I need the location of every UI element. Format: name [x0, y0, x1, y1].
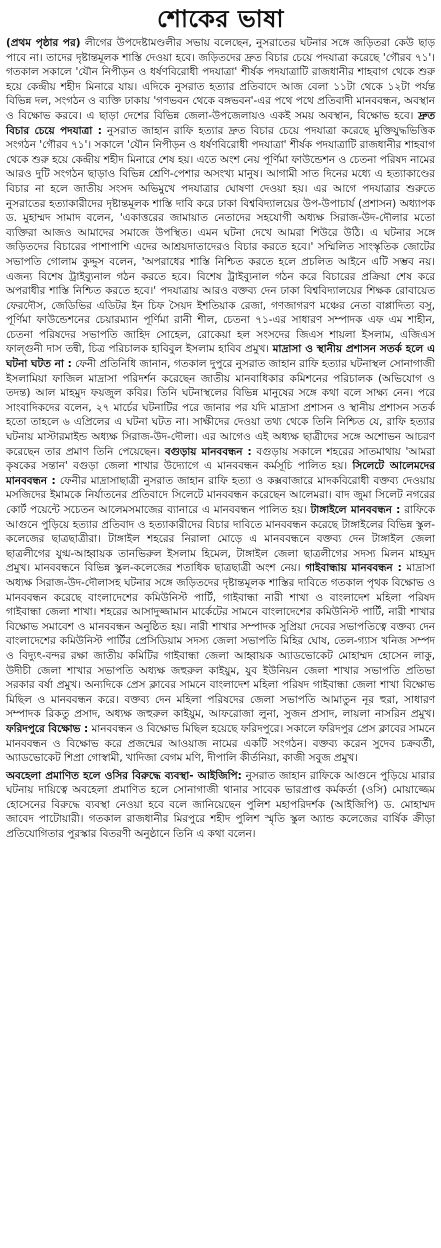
continuation-lead: (প্রথম পৃষ্ঠার পর)	[6, 37, 81, 49]
headline: শোকের ভাষা	[157, 4, 284, 33]
body-text: লীগের উপদেষ্টামণ্ডলীর সভায় বলেছেন, নুসরাতের ঘটনার সঙ্গে জড়িতরা কেউ ছাড় পাবে না। তাদের দৃষ্টান্তমূলক শাস্তি দেওয়া হবে। জড়িতদের দ্রুত বিচার চেয়ে পদযাত্রা করেছে 'গৌরব ৭১'। গতকাল সকালে 'যৌন নিপীড়ন ও ধর্ষণবিরোধী পদযাত্রা' শীর্ষক পদযাত্রাটি রাজধানীর শাহবাগ থেকে শুরু হয়ে কেন্দ্রীয় শহীদ মিনারে যায়। এদিকে নুসরাত হত্যার প্রতিবাদে আজ বেলা ১১টা থেকে ১২টা পর্যন্ত বিভিন্ন দল, সংগঠন ও ব্যক্তি ঢাকায় 'গণভবন থেকে বঙ্গভবন'-এর পথে পথে প্রতিবাদী মানববন্ধন, অবস্থান ও বিক্ষোভ করবে। এ ছাড়া দেশের বিভিন্ন জেলা-উপজেলায়ও একই সময় অবস্থান, বিক্ষোভ হবে।	[6, 37, 435, 122]
body-text: বগুড়ায় সকালে শহরের সাতমাথায় 'আমরা কৃষকের সন্তান' বগুড়া জেলা শাখার উদ্যোগে এ মানববন্ধন কর্মসূচি পালিত হয়।	[6, 445, 435, 473]
subhead-igp: অবহেলা প্রমাণিত হলে ওসির বিরুদ্ধে ব্যবস্থা- আইজিপি:	[6, 769, 242, 782]
subhead-faridpur: ফরিদপুরে বিক্ষোভ :	[6, 722, 89, 735]
subhead-madrasa-administration: মাদ্রাসা ও স্থানীয় প্রশাসন সতর্ক হলে এ ঘটনা ঘটত না :	[6, 343, 435, 371]
subhead-tangail: টাঙ্গাইলে মানববন্ধন :	[310, 504, 401, 516]
paragraph-main	[6, 36, 435, 766]
body-text: মাদ্রাসা অধ্যক্ষ সিরাজ-উদ-দৌলাসহ ঘটনার সঙ্গে জড়িতদের দৃষ্টান্তমূলক শাস্তির দাবিতে গতকাল পৃথক বিক্ষোভ ও মানববন্ধন করেছে বাংলাদেশের কমিউনিস্ট পার্টি, গাইবান্ধা নারী শাখা ও বাংলাদেশ মহিলা পরিষদ গাইবান্ধা জেলা শাখা। শহরের আসাদুজ্জামান মার্কেটের সামনে বাংলাদেশের কমিউনিস্ট পার্টি, নারী শাখার বিক্ষোভ সমাবেশ ও মানববন্ধন অনুষ্ঠিত হয়। নারী শাখার সম্পাদক সুপ্রিয়া দেবের সভাপতিত্বে বক্তব্য দেন বাংলাদেশের কমিউনিস্ট পার্টির প্রেসিডিয়াম সদস্য জেলা সভাপতি মিহির ঘোষ, তেল-গ্যাস খনিজ সম্পদ ও বিদ্যুৎ-বন্দর রক্ষা জাতীয় কমিটির গাইবান্ধা জেলা আহ্বায়ক অ্যাডভোকেট মোহাম্মদ হোসেন লাকু, উদীচী জেলা শাখার সভাপতি অধ্যক্ষ জহুরুল কাইয়ুম, যুব ইউনিয়ন জেলা শাখার সভাপতি প্রতিভা সরকার বর্ষা প্রমুখ। অন্যদিকে প্রেস ক্লাবের সামনে বাংলাদেশ মহিলা পরিষদ গাইবান্ধা জেলা শাখা বিক্ষোভ মিছিল ও মানববন্ধন করে। বক্তব্য দেন মহিলা পরিষদের জেলা সভাপতি আমাতুন নূর হুরা, সাধারণ সম্পাদক রিকতু প্রসাদ, অধ্যক্ষ জহুরুল কাইয়ুম, আফরোজা লুনা, সুজন প্রসাদ, লায়লা নাসরিন প্রমুখ।	[6, 562, 435, 721]
body-text: রাফিকে আগুনে পুড়িয়ে হত্যার প্রতিবাদ ও হত্যাকারীদের বিচার দাবিতে মানববন্ধন করেছে টাঙ্গাইলের বিভিন্ন স্কুল-কলেজের ছাত্রছাত্রীরা। টাঙ্গাইল শহরের নিরালা মোড়ে এ মানববন্ধনে বক্তব্য দেন টাঙ্গাইল জেলা ছাত্রলীগের যুগ্ম-আহ্বায়ক তানভিরুল ইসলাম হিমেল, টাঙ্গাইল জেলা ছাত্রলীগের সদস্য মিলন মাহমুদ প্রমুখ। মানববন্ধনে বিভিন্ন স্কুল-কলেজের শতাধিক ছাত্রছাত্রী অংশ নেয়।	[6, 504, 436, 575]
body-text: ফেনী প্রতিনিধি জানান, গতকাল দুপুরে নুসরাত জাহান রাফি হত্যার ঘটনাস্থল সোনাগাজী ইসলামিয়া ফাজিল মাদ্রাসা পরিদর্শন করেছেন জাতীয় মানবাধিকার কমিশনের পরিচালক (অভিযোগ ও তদন্ত) আল মাহমুদ ফয়জুল কবির। তিনি ঘটনাস্থলের বিভিন্ন মানুষের সঙ্গে কথা বলে সাক্ষ্য নেন। পরে সাংবাদিকদের বলেন, ২৭ মার্চের ঘটনাটির পরে জানার পর যদি মাদ্রাসা প্রশাসন ও স্থানীয় প্রশাসন সতর্ক হতো তাহলে ৬ এপ্রিলের এ ঘটনা ঘটত না। সাক্ষীদের দেওয়া তথ্য থেকে তিনি নিশ্চিত যে, রাফি হত্যার ঘটনায় মাস্টারমাইন্ড অধ্যক্ষ সিরাজ-উদ-দৌলা। এর আগেও এই অধ্যক্ষ ছাত্রীদের সঙ্গে অশোভন আচরণ করেছেন তার প্রমাণ তিনি পেয়েছেন।	[6, 358, 435, 458]
body-text: নুসরাত জাহান রাফিকে আগুনে পুড়িয়ে মারার ঘটনায় দায়িত্বে অবহেলা প্রমাণিত হলে সোনাগাজী থানার সাবেক ভারপ্রাপ্ত কর্মকর্তা (ওসি) মোয়াজ্জেম হোসেনের বিরুদ্ধে ব্যবস্থা নেওয়া হবে বলে জানিয়েছেন পুলিশ মহাপরিদর্শক (আইজিপি) ড. মোহাম্মদ জাবেদ পাটোয়ারী। গতকাল রাজধানীর মিরপুরে শহীদ পুলিশ স্মৃতি স্কুল অ্যান্ড কলেজের বার্ষিক ক্রীড়া প্রতিযোগিতার পুরস্কার বিতরণী অনুষ্ঠানে তিনি এ কথা বলেন।	[6, 769, 436, 841]
subhead-gaibandha: গাইবান্ধায় মানববন্ধন :	[305, 562, 402, 575]
article-body	[6, 36, 435, 842]
paragraph-igp	[6, 769, 435, 842]
subhead-padajatra: দ্রুত বিচার চেয়ে পদযাত্রা :	[6, 109, 435, 137]
body-text: নুসরাত জাহান রাফি হত্যার দ্রুত বিচার চেয়ে পদযাত্রা করেছে মুক্তিযুদ্ধভিত্তিক সংগঠন 'গৌরব ৭১'। সকালে 'যৌন নিপীড়ন ও ধর্ষণবিরোধী পদযাত্রা' শীর্ষক পদযাত্রাটি রাজধানীর শাহবাগ থেকে শুরু হয়ে কেন্দ্রীয় শহীদ মিনারে শেষ হয়। এতে অংশ নেয় পূর্ণিমা ফাউন্ডেশন ও চেতনা পরিষদ নামের আরও দুটি সংগঠন ছাড়াও বিভিন্ন শ্রেণি-পেশার অসংখ্য মানুষ। আগামী সাত দিনের মধ্যে এ হত্যাকাণ্ডের বিচার না হলে জাতীয় সংসদ অভিমুখে পদযাত্রার ঘোষণা দেওয়া হয়। এর আগে পদযাত্রার শুরুতে নুসরাতের হত্যাকারীদের দৃষ্টান্তমূলক শাস্তি দাবি করে ঢাকা বিশ্ববিদ্যালয়ের উপ-উপাচার্য (প্রশাসন) অধ্যাপক ড. মুহাম্মদ সামাদ বলেন, 'একাত্তরের জামায়াত নেতাদের সহযোগী অধ্যক্ষ সিরাজ-উদ-দৌলার মতো ব্যক্তিরা আজও আমাদের সমাজে উপস্থিত। এমন ঘটনা দেখে আমরা শিউরে উঠি। এ ঘটনার সঙ্গে জড়িতদের বিচারের পাশাপাশি এদের আশ্রয়দাতাদেরও বিচার করতে হবে।' সম্মিলিত সাংস্কৃতিক জোটের সভাপতি গোলাম কুদ্দুস বলেন, 'অপরাধের শাস্তি নিশ্চিত করতে হলে প্রচলিত আইনে এটি সম্ভব নয়। এজন্য বিশেষ ট্রাইব্যুনাল গঠন করতে হবে। বিশেষ ট্রাইব্যুনাল গঠন করে বিচারের প্রক্রিয়া শেষ করে অপরাধীর শাস্তি নিশ্চিত করতে হবে।' পদযাত্রায় আরও বক্তব্য দেন ঢাকা বিশ্ববিদ্যালয়ের শিক্ষক রোবায়েত ফেরদৌস, জেডিভির এডিটর ইন চিফ সৈয়দ ইশতিয়াক রেজা, গণজাগরণ মঞ্চের নেতা বাপ্পাদিত্য বসু, পূর্ণিমা ফাউন্ডেশনের চেয়ারম্যান পূর্ণিমা রানী শীল, চেতনা ৭১-এর সাধারণ সম্পাদক এফ এম শাহীন, চেতনা পরিষদের সভাপতি জাহিদ সোহেল, রোকেয়া হল সংসদের জিএস শায়লা ইসলাম, এজিএস ফাল্গুনী দাস তন্বী, চিত্র পরিচালক হাবিবুল ইসলাম হাবিব প্রমুখ।	[6, 124, 435, 356]
body-text: মানববন্ধন ও বিক্ষোভ মিছিল হয়েছে ফরিদপুরে। সকালে ফরিদপুর প্রেস ক্লাবের সামনে মানববন্ধন ও বিক্ষোভ করে প্রজন্মের আওয়াজ নামের একটি সংগঠন। বক্তব্য করেন সুদেব চক্রবর্তী, অ্যাডভোকেট শিপ্রা গোস্বামী, খাদিজা বেগম মণি, দীপালি কীর্তনিয়া, কাজী সবুজ প্রমুখ।	[6, 722, 435, 765]
body-text: ফেনীর মাদ্রাসাছাত্রী নুসরাত জাহান রাফি হত্যা ও কক্সবাজারে মাদকবিরোধী বক্তব্য দেওয়ায় মসজিদের ইমামকে নির্যাতনের প্রতিবাদে সিলেটে মানববন্ধন করেছেন আলেমরা। বাদ জুমা সিলেট নগরের কোর্ট পয়েন্টে সচেতন আলেমসমাজের ব্যানারে এ মানববন্ধন পালিত হয়।	[6, 474, 435, 516]
subhead-sylhet: সিলেটে আলেমদের মানববন্ধন :	[6, 460, 435, 487]
subhead-bogura: বগুড়ায় মানববন্ধন :	[164, 445, 252, 458]
